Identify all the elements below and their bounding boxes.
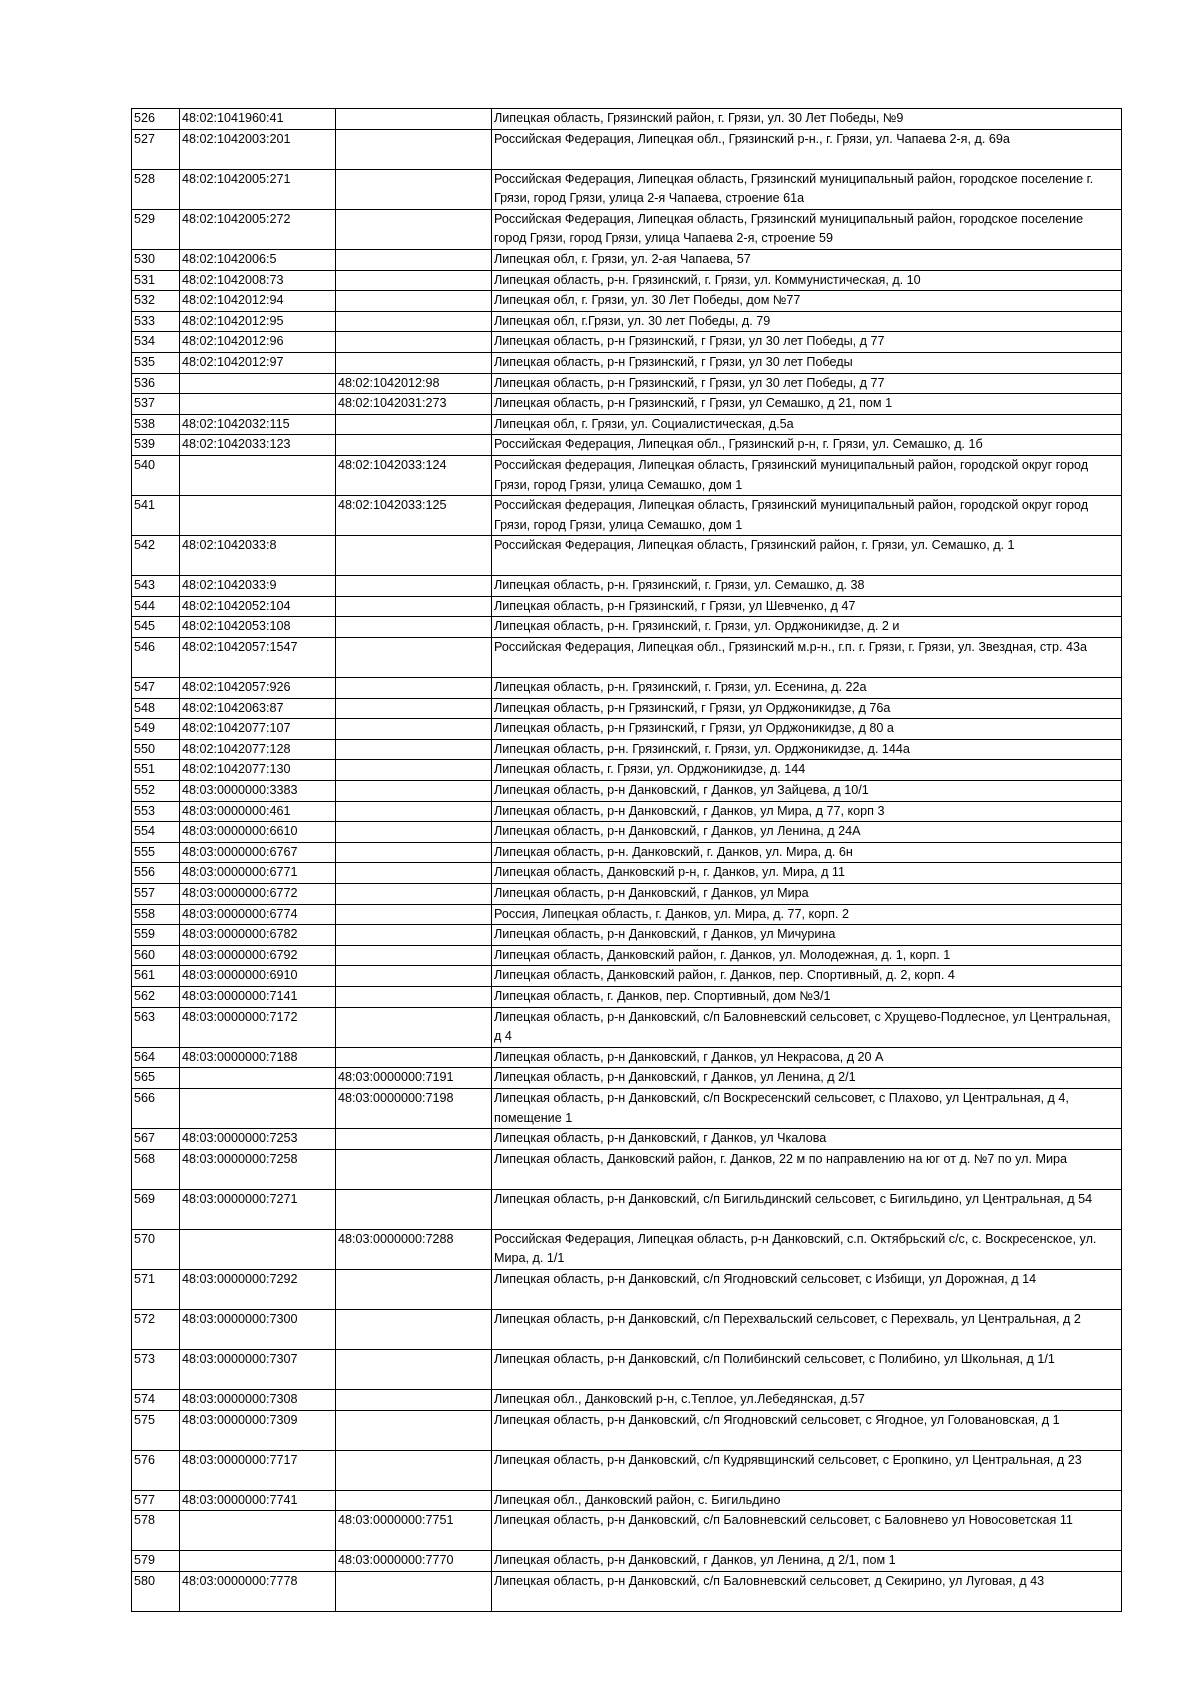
address-cell: Липецкая область, р-н Данковский, с/п Полибинский сельсовет, с Полибино, ул Школьная, д 1/1 <box>492 1349 1122 1389</box>
cadastral-number-cell: 48:03:0000000:7292 <box>180 1269 336 1309</box>
row-number-cell: 577 <box>132 1490 180 1511</box>
address-cell: Липецкая область, р-н Данковский, с/п Баловневский сельсовет, с Хрущево-Подлесное, ул Центральная, д 4 <box>492 1007 1122 1047</box>
cadastral-number-2-cell <box>336 291 492 312</box>
cadastral-number-cell <box>180 1511 336 1551</box>
row-number-cell: 547 <box>132 678 180 699</box>
address-cell: Липецкая обл, г. Грязи, ул. Социалистическая, д.5а <box>492 414 1122 435</box>
row-number-cell: 574 <box>132 1389 180 1410</box>
row-number-cell: 558 <box>132 904 180 925</box>
table-row <box>132 1007 1122 1047</box>
cadastral-number-cell <box>180 455 336 495</box>
cadastral-number-cell: 48:02:1042012:97 <box>180 352 336 373</box>
cadastral-number-cell: 48:02:1042032:115 <box>180 414 336 435</box>
address-cell: Липецкая область, р-н Грязинский, г Грязи, ул 30 лет Победы, д 77 <box>492 332 1122 353</box>
table-row <box>132 698 1122 719</box>
row-number-cell: 532 <box>132 291 180 312</box>
cadastral-number-cell: 48:02:1042033:9 <box>180 576 336 597</box>
cadastral-number-2-cell: 48:02:1042033:124 <box>336 455 492 495</box>
cadastral-number-2-cell <box>336 698 492 719</box>
cadastral-number-cell: 48:02:1042077:130 <box>180 760 336 781</box>
row-number-cell: 579 <box>132 1551 180 1572</box>
row-number-cell: 530 <box>132 249 180 270</box>
cadastral-number-2-cell <box>336 925 492 946</box>
table-row <box>132 1129 1122 1150</box>
cadastral-number-cell: 48:03:0000000:7258 <box>180 1149 336 1189</box>
address-cell: Липецкая область, р-н Данковский, с/п Ягодновский сельсовет, с Ягодное, ул Головановская, д 1 <box>492 1410 1122 1450</box>
cadastral-number-2-cell <box>336 1349 492 1389</box>
cadastral-number-cell: 48:02:1042006:5 <box>180 249 336 270</box>
cadastral-number-cell <box>180 373 336 394</box>
address-cell: Липецкая область, р-н Грязинский, г Грязи, ул Семашко, д 21, пом 1 <box>492 394 1122 415</box>
cadastral-number-cell: 48:02:1042012:95 <box>180 311 336 332</box>
row-number-cell: 529 <box>132 209 180 249</box>
cadastral-number-cell <box>180 1551 336 1572</box>
row-number-cell: 557 <box>132 884 180 905</box>
address-cell: Липецкая область, р-н Данковский, г Данков, ул Мичурина <box>492 925 1122 946</box>
cadastral-number-2-cell <box>336 169 492 209</box>
row-number-cell: 566 <box>132 1088 180 1128</box>
table-row <box>132 352 1122 373</box>
table-row <box>132 311 1122 332</box>
cadastral-number-2-cell: 48:03:0000000:7191 <box>336 1068 492 1089</box>
cadastral-number-2-cell: 48:03:0000000:7198 <box>336 1088 492 1128</box>
address-cell: Липецкая область, г. Данков, пер. Спортивный, дом №3/1 <box>492 986 1122 1007</box>
row-number-cell: 556 <box>132 863 180 884</box>
cadastral-number-cell: 48:03:0000000:6772 <box>180 884 336 905</box>
table-row <box>132 373 1122 394</box>
table-row <box>132 455 1122 495</box>
cadastral-number-2-cell <box>336 760 492 781</box>
row-number-cell: 542 <box>132 536 180 576</box>
address-cell: Липецкая область, р-н Данковский, с/п Баловневский сельсовет, с Баловнево ул Новосоветская 11 <box>492 1511 1122 1551</box>
address-cell: Липецкая область, р-н Данковский, г Данков, ул Ленина, д 24А <box>492 822 1122 843</box>
table-row <box>132 863 1122 884</box>
row-number-cell: 554 <box>132 822 180 843</box>
address-cell: Липецкая область, р-н Данковский, с/п Воскресенский сельсовет, с Плахово, ул Центральная, д 4, помещение 1 <box>492 1088 1122 1128</box>
row-number-cell: 569 <box>132 1189 180 1229</box>
cadastral-number-cell: 48:02:1042008:73 <box>180 270 336 291</box>
cadastral-number-cell: 48:03:0000000:6771 <box>180 863 336 884</box>
table-row <box>132 270 1122 291</box>
address-cell: Липецкая область, р-н Данковский, с/п Перехвальский сельсовет, с Перехваль, ул Центральная, д 2 <box>492 1309 1122 1349</box>
cadastral-number-cell: 48:03:0000000:7308 <box>180 1389 336 1410</box>
address-cell: Липецкая область, Данковский р-н, г. Данков, ул. Мира, д 11 <box>492 863 1122 884</box>
address-cell: Липецкая область, р-н Данковский, г Данков, ул Зайцева, д 10/1 <box>492 781 1122 802</box>
cadastral-number-cell: 48:02:1041960:41 <box>180 109 336 130</box>
cadastral-number-cell: 48:03:0000000:6910 <box>180 966 336 987</box>
table-row <box>132 1189 1122 1229</box>
table-row <box>132 291 1122 312</box>
address-cell: Липецкая область, р-н. Грязинский, г. Грязи, ул. Есенина, д. 22а <box>492 678 1122 699</box>
address-cell: Российская Федерация, Липецкая обл., Грязинский р-н, г. Грязи, ул. Семашко, д. 1б <box>492 435 1122 456</box>
table-row <box>132 945 1122 966</box>
table-row <box>132 884 1122 905</box>
cadastral-number-2-cell <box>336 739 492 760</box>
row-number-cell: 552 <box>132 781 180 802</box>
row-number-cell: 543 <box>132 576 180 597</box>
cadastral-number-2-cell <box>336 1389 492 1410</box>
cadastral-number-cell: 48:02:1042077:107 <box>180 719 336 740</box>
row-number-cell: 528 <box>132 169 180 209</box>
cadastral-number-2-cell <box>336 311 492 332</box>
table-row <box>132 842 1122 863</box>
cadastral-number-cell: 48:03:0000000:6774 <box>180 904 336 925</box>
table-row <box>132 1349 1122 1389</box>
address-cell: Российская Федерация, Липецкая обл., Грязинский м.р-н., г.п. г. Грязи, г. Грязи, ул. Звездная, стр. 43а <box>492 638 1122 678</box>
table-row <box>132 1389 1122 1410</box>
table-row <box>132 249 1122 270</box>
address-cell: Липецкая область, р-н Данковский, г Данков, ул Мира <box>492 884 1122 905</box>
cadastral-number-2-cell: 48:02:1042031:273 <box>336 394 492 415</box>
cadastral-number-2-cell <box>336 863 492 884</box>
row-number-cell: 546 <box>132 638 180 678</box>
address-cell: Российская Федерация, Липецкая область, р-н Данковский, с.п. Октябрьский с/с, с. Воскресенское, ул. Мира, д. 1/1 <box>492 1229 1122 1269</box>
row-number-cell: 562 <box>132 986 180 1007</box>
row-number-cell: 553 <box>132 801 180 822</box>
cadastral-number-cell: 48:02:1042012:96 <box>180 332 336 353</box>
cadastral-number-2-cell <box>336 1269 492 1309</box>
cadastral-number-2-cell <box>336 1047 492 1068</box>
cadastral-number-2-cell <box>336 596 492 617</box>
table-row <box>132 1410 1122 1450</box>
row-number-cell: 561 <box>132 966 180 987</box>
address-cell: Липецкая область, р-н. Данковский, г. Данков, ул. Мира, д. 6н <box>492 842 1122 863</box>
cadastral-number-cell: 48:02:1042053:108 <box>180 617 336 638</box>
row-number-cell: 571 <box>132 1269 180 1309</box>
row-number-cell: 535 <box>132 352 180 373</box>
table-row <box>132 986 1122 1007</box>
address-cell: Липецкая область, р-н Данковский, с/п Кудрявщинский сельсовет, с Еропкино, ул Центральная, д 23 <box>492 1450 1122 1490</box>
cadastral-number-2-cell <box>336 1007 492 1047</box>
address-cell: Липецкая область, р-н. Грязинский, г. Грязи, ул. Семашко, д. 38 <box>492 576 1122 597</box>
cadastral-number-2-cell <box>336 1410 492 1450</box>
cadastral-number-2-cell <box>336 1189 492 1229</box>
cadastral-number-2-cell <box>336 781 492 802</box>
table-row <box>132 394 1122 415</box>
cadastral-number-2-cell <box>336 414 492 435</box>
row-number-cell: 534 <box>132 332 180 353</box>
table-body <box>132 109 1122 1612</box>
row-number-cell: 526 <box>132 109 180 130</box>
cadastral-number-2-cell <box>336 1149 492 1189</box>
cadastral-number-2-cell <box>336 822 492 843</box>
table-row <box>132 1149 1122 1189</box>
row-number-cell: 549 <box>132 719 180 740</box>
cadastral-number-2-cell <box>336 249 492 270</box>
cadastral-number-cell: 48:03:0000000:7300 <box>180 1309 336 1349</box>
row-number-cell: 560 <box>132 945 180 966</box>
row-number-cell: 573 <box>132 1349 180 1389</box>
row-number-cell: 533 <box>132 311 180 332</box>
row-number-cell: 538 <box>132 414 180 435</box>
address-cell: Липецкая область, р-н Грязинский, г Грязи, ул 30 лет Победы <box>492 352 1122 373</box>
cadastral-number-cell: 48:02:1042057:926 <box>180 678 336 699</box>
cadastral-number-cell <box>180 496 336 536</box>
cadastral-number-2-cell: 48:02:1042012:98 <box>336 373 492 394</box>
table-row <box>132 801 1122 822</box>
cadastral-number-2-cell <box>336 966 492 987</box>
cadastral-number-cell: 48:03:0000000:7172 <box>180 1007 336 1047</box>
row-number-cell: 568 <box>132 1149 180 1189</box>
address-cell: Липецкая область, р-н Данковский, с/п Бигильдинский сельсовет, с Бигильдино, ул Центральная, д 54 <box>492 1189 1122 1229</box>
address-cell: Липецкая область, Данковский район, г. Данков, ул. Молодежная, д. 1, корп. 1 <box>492 945 1122 966</box>
cadastral-number-cell: 48:02:1042063:87 <box>180 698 336 719</box>
row-number-cell: 541 <box>132 496 180 536</box>
cadastral-number-2-cell <box>336 1490 492 1511</box>
table-row <box>132 1450 1122 1490</box>
cadastral-number-cell: 48:03:0000000:7253 <box>180 1129 336 1150</box>
table-row <box>132 414 1122 435</box>
cadastral-number-cell: 48:03:0000000:6610 <box>180 822 336 843</box>
row-number-cell: 580 <box>132 1571 180 1611</box>
cadastral-number-cell: 48:03:0000000:7778 <box>180 1571 336 1611</box>
row-number-cell: 548 <box>132 698 180 719</box>
address-cell: Липецкая область, Грязинский район, г. Грязи, ул. 30 Лет Победы, №9 <box>492 109 1122 130</box>
cadastral-number-2-cell <box>336 209 492 249</box>
address-cell: Липецкая обл, г. Грязи, ул. 2-ая Чапаева, 57 <box>492 249 1122 270</box>
cadastral-number-cell <box>180 1068 336 1089</box>
cadastral-number-2-cell <box>336 576 492 597</box>
row-number-cell: 544 <box>132 596 180 617</box>
cadastral-number-2-cell: 48:03:0000000:7751 <box>336 1511 492 1551</box>
cadastral-number-2-cell <box>336 884 492 905</box>
cadastral-number-2-cell <box>336 1309 492 1349</box>
address-cell: Липецкая область, р-н Грязинский, г Грязи, ул 30 лет Победы, д 77 <box>492 373 1122 394</box>
row-number-cell: 564 <box>132 1047 180 1068</box>
address-cell: Россия, Липецкая область, г. Данков, ул. Мира, д. 77, корп. 2 <box>492 904 1122 925</box>
cadastral-number-2-cell <box>336 617 492 638</box>
cadastral-number-2-cell <box>336 109 492 130</box>
row-number-cell: 563 <box>132 1007 180 1047</box>
table-row <box>132 1068 1122 1089</box>
row-number-cell: 555 <box>132 842 180 863</box>
row-number-cell: 551 <box>132 760 180 781</box>
table-row <box>132 1511 1122 1551</box>
cadastral-number-cell: 48:03:0000000:6792 <box>180 945 336 966</box>
address-cell: Липецкая область, р-н. Грязинский, г. Грязи, ул. Орджоникидзе, д. 2 и <box>492 617 1122 638</box>
table-row <box>132 1490 1122 1511</box>
cadastral-number-2-cell <box>336 842 492 863</box>
address-cell: Липецкая область, р-н Данковский, г Данков, ул Мира, д 77, корп 3 <box>492 801 1122 822</box>
cadastral-number-cell: 48:02:1042033:8 <box>180 536 336 576</box>
cadastral-number-2-cell <box>336 435 492 456</box>
address-cell: Липецкая область, р-н Данковский, с/п Ягодновский сельсовет, с Избищи, ул Дорожная, д 14 <box>492 1269 1122 1309</box>
row-number-cell: 575 <box>132 1410 180 1450</box>
cadastral-number-2-cell <box>336 1129 492 1150</box>
cadastral-number-2-cell <box>336 678 492 699</box>
address-cell: Российская Федерация, Липецкая область, Грязинский муниципальный район, городское поселение город Грязи, город Грязи, улица Чапаева 2-я, строение 59 <box>492 209 1122 249</box>
address-cell: Липецкая область, р-н Грязинский, г Грязи, ул Орджоникидзе, д 80 а <box>492 719 1122 740</box>
cadastral-number-cell: 48:03:0000000:7307 <box>180 1349 336 1389</box>
cadastral-number-2-cell <box>336 638 492 678</box>
table-row <box>132 1047 1122 1068</box>
cadastral-number-cell: 48:02:1042052:104 <box>180 596 336 617</box>
table-row <box>132 1551 1122 1572</box>
table-row <box>132 536 1122 576</box>
row-number-cell: 559 <box>132 925 180 946</box>
cadastral-number-cell: 48:02:1042005:271 <box>180 169 336 209</box>
cadastral-number-2-cell <box>336 945 492 966</box>
address-cell: Российская Федерация, Липецкая область, Грязинский район, г. Грязи, ул. Семашко, д. 1 <box>492 536 1122 576</box>
cadastral-number-cell: 48:02:1042003:201 <box>180 129 336 169</box>
row-number-cell: 565 <box>132 1068 180 1089</box>
row-number-cell: 578 <box>132 1511 180 1551</box>
table-row <box>132 576 1122 597</box>
cadastral-number-2-cell: 48:02:1042033:125 <box>336 496 492 536</box>
address-cell: Липецкая область, р-н Данковский, г Данков, ул Ленина, д 2/1, пом 1 <box>492 1551 1122 1572</box>
cadastral-number-2-cell <box>336 719 492 740</box>
table-row <box>132 1229 1122 1269</box>
cadastral-table <box>131 108 1122 1612</box>
address-cell: Липецкая область, р-н. Грязинский, г. Грязи, ул. Орджоникидзе, д. 144а <box>492 739 1122 760</box>
address-cell: Российская Федерация, Липецкая область, Грязинский муниципальный район, городское поселение г. Грязи, город Грязи, улица 2-я Чапаева, строение 61а <box>492 169 1122 209</box>
address-cell: Российская Федерация, Липецкая обл., Грязинский р-н., г. Грязи, ул. Чапаева 2-я, д. 69а <box>492 129 1122 169</box>
cadastral-number-2-cell <box>336 536 492 576</box>
cadastral-number-cell: 48:03:0000000:7309 <box>180 1410 336 1450</box>
address-cell: Липецкая обл., Данковский р-н, с.Теплое, ул.Лебедянская, д.57 <box>492 1389 1122 1410</box>
address-cell: Российская федерация, Липецкая область, Грязинский муниципальный район, городской округ город Грязи, город Грязи, улица Семашко, дом 1 <box>492 455 1122 495</box>
table-row <box>132 617 1122 638</box>
row-number-cell: 567 <box>132 1129 180 1150</box>
row-number-cell: 539 <box>132 435 180 456</box>
table-row <box>132 760 1122 781</box>
cadastral-number-cell: 48:02:1042057:1547 <box>180 638 336 678</box>
address-cell: Липецкая область, р-н Данковский, г Данков, ул Некрасова, д 20 А <box>492 1047 1122 1068</box>
cadastral-number-cell <box>180 394 336 415</box>
cadastral-number-2-cell <box>336 986 492 1007</box>
address-cell: Липецкая область, р-н Данковский, г Данков, ул Чкалова <box>492 1129 1122 1150</box>
table-row <box>132 925 1122 946</box>
address-cell: Липецкая область, р-н Данковский, с/п Баловневский сельсовет, д Секирино, ул Луговая, д 43 <box>492 1571 1122 1611</box>
row-number-cell: 570 <box>132 1229 180 1269</box>
cadastral-number-2-cell: 48:03:0000000:7770 <box>336 1551 492 1572</box>
cadastral-number-cell: 48:03:0000000:7717 <box>180 1450 336 1490</box>
address-cell: Российская федерация, Липецкая область, Грязинский муниципальный район, городской округ город Грязи, город Грязи, улица Семашко, дом 1 <box>492 496 1122 536</box>
row-number-cell: 540 <box>132 455 180 495</box>
cadastral-number-cell <box>180 1229 336 1269</box>
row-number-cell: 576 <box>132 1450 180 1490</box>
table-row <box>132 435 1122 456</box>
table-row <box>132 966 1122 987</box>
cadastral-number-2-cell <box>336 129 492 169</box>
cadastral-number-2-cell <box>336 352 492 373</box>
table-row <box>132 596 1122 617</box>
address-cell: Липецкая область, р-н Грязинский, г Грязи, ул Шевченко, д 47 <box>492 596 1122 617</box>
address-cell: Липецкая область, р-н. Грязинский, г. Грязи, ул. Коммунистическая, д. 10 <box>492 270 1122 291</box>
row-number-cell: 537 <box>132 394 180 415</box>
address-cell: Липецкая область, г. Грязи, ул. Орджоникидзе, д. 144 <box>492 760 1122 781</box>
address-cell: Липецкая область, р-н Грязинский, г Грязи, ул Орджоникидзе, д 76а <box>492 698 1122 719</box>
table-row <box>132 904 1122 925</box>
row-number-cell: 550 <box>132 739 180 760</box>
table-row <box>132 109 1122 130</box>
cadastral-number-cell: 48:02:1042033:123 <box>180 435 336 456</box>
cadastral-number-cell: 48:03:0000000:7141 <box>180 986 336 1007</box>
cadastral-number-cell: 48:02:1042077:128 <box>180 739 336 760</box>
table-row <box>132 781 1122 802</box>
table-row <box>132 739 1122 760</box>
cadastral-number-2-cell <box>336 801 492 822</box>
cadastral-number-2-cell <box>336 904 492 925</box>
cadastral-number-cell: 48:03:0000000:3383 <box>180 781 336 802</box>
address-cell: Липецкая обл, г. Грязи, ул. 30 Лет Победы, дом №77 <box>492 291 1122 312</box>
cadastral-number-cell: 48:02:1042005:272 <box>180 209 336 249</box>
table-row <box>132 209 1122 249</box>
address-cell: Липецкая область, р-н Данковский, г Данков, ул Ленина, д 2/1 <box>492 1068 1122 1089</box>
row-number-cell: 531 <box>132 270 180 291</box>
cadastral-number-cell: 48:03:0000000:6782 <box>180 925 336 946</box>
table-row <box>132 678 1122 699</box>
cadastral-number-cell: 48:03:0000000:7271 <box>180 1189 336 1229</box>
table-row <box>132 719 1122 740</box>
cadastral-number-2-cell <box>336 270 492 291</box>
address-cell: Липецкая область, Данковский район, г. Данков, пер. Спортивный, д. 2, корп. 4 <box>492 966 1122 987</box>
address-cell: Липецкая область, Данковский район, г. Данков, 22 м по направлению на юг от д. №7 по ул. Мира <box>492 1149 1122 1189</box>
cadastral-number-2-cell <box>336 1450 492 1490</box>
row-number-cell: 545 <box>132 617 180 638</box>
address-cell: Липецкая обл., Данковский район, с. Бигильдино <box>492 1490 1122 1511</box>
table-row <box>132 1571 1122 1611</box>
row-number-cell: 536 <box>132 373 180 394</box>
cadastral-number-2-cell <box>336 332 492 353</box>
cadastral-number-2-cell: 48:03:0000000:7288 <box>336 1229 492 1269</box>
row-number-cell: 572 <box>132 1309 180 1349</box>
cadastral-number-cell: 48:02:1042012:94 <box>180 291 336 312</box>
cadastral-number-cell: 48:03:0000000:7188 <box>180 1047 336 1068</box>
cadastral-number-cell: 48:03:0000000:6767 <box>180 842 336 863</box>
table-row <box>132 822 1122 843</box>
cadastral-number-2-cell <box>336 1571 492 1611</box>
cadastral-number-cell <box>180 1088 336 1128</box>
cadastral-number-cell: 48:03:0000000:7741 <box>180 1490 336 1511</box>
table-row <box>132 496 1122 536</box>
cadastral-number-cell: 48:03:0000000:461 <box>180 801 336 822</box>
address-cell: Липецкая обл, г.Грязи, ул. 30 лет Победы, д. 79 <box>492 311 1122 332</box>
table-row <box>132 638 1122 678</box>
document-page <box>131 108 1121 1612</box>
table-row <box>132 169 1122 209</box>
table-row <box>132 332 1122 353</box>
table-row <box>132 1088 1122 1128</box>
table-row <box>132 129 1122 169</box>
table-row <box>132 1309 1122 1349</box>
table-row <box>132 1269 1122 1309</box>
row-number-cell: 527 <box>132 129 180 169</box>
